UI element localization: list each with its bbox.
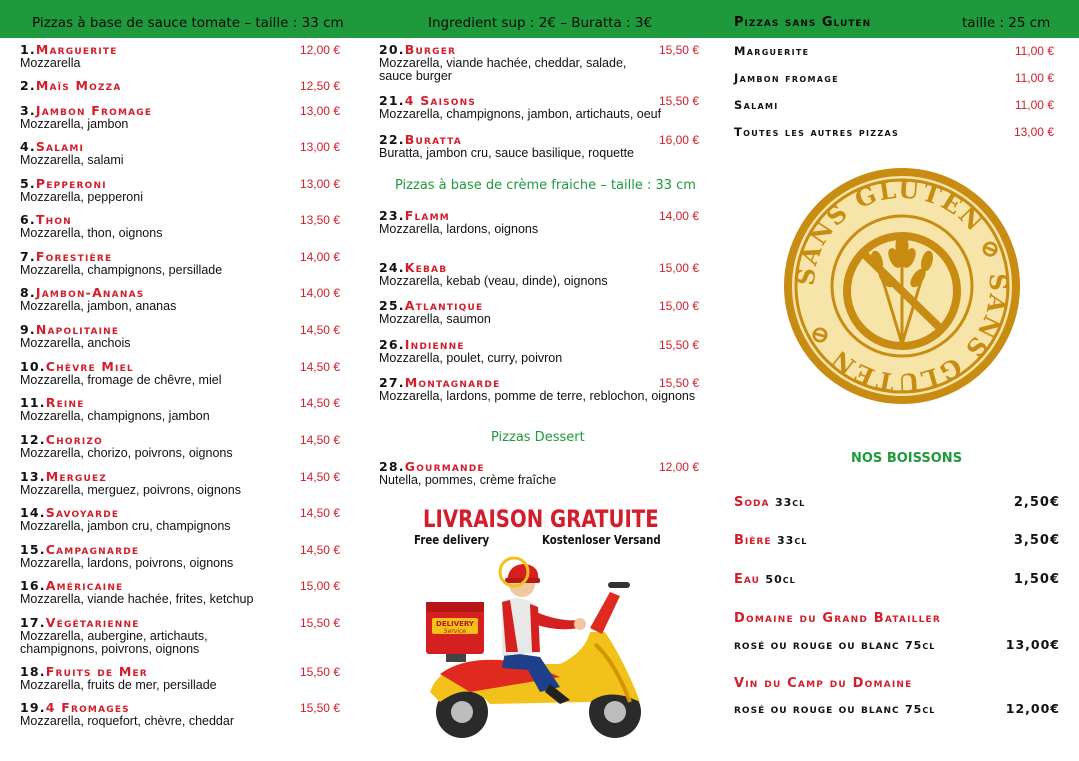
- drink-name: Soda: [734, 495, 770, 510]
- gluten-free-item: [734, 125, 1054, 139]
- item-price: 14,50 €: [299, 543, 340, 557]
- item-price: 12,50 €: [299, 79, 340, 93]
- item-desc: Mozzarella, lardons, poivrons, oignons: [20, 556, 234, 570]
- item-name: Flamm: [404, 208, 450, 223]
- item-price: 15,50 €: [299, 665, 340, 679]
- drink-name: Bière: [734, 533, 772, 548]
- wine-volume: 75cl: [905, 639, 936, 652]
- item-desc: Mozzarella, roquefort, chèvre, cheddar: [20, 714, 234, 728]
- drink-volume: 33cl: [777, 534, 808, 547]
- item-desc: Buratta, jambon cru, sauce basilique, roquette: [379, 146, 635, 160]
- item-number: 13.: [20, 469, 46, 484]
- sans-gluten-stamp: [782, 166, 1022, 406]
- item-name: Burger: [404, 42, 457, 57]
- item-name: Merguez: [45, 469, 108, 484]
- gf-item-name: Salami: [734, 98, 779, 112]
- item-name: Campagnarde: [45, 542, 140, 557]
- item-name: Américaine: [45, 578, 124, 593]
- item-name: Reine: [45, 395, 85, 410]
- item-price: 14,50 €: [299, 360, 340, 374]
- item-price: 15,50 €: [658, 43, 699, 57]
- section-title-dessert: Pizzas Dessert: [491, 430, 585, 445]
- item-price: 15,00 €: [658, 299, 699, 313]
- item-number: 5.: [20, 176, 36, 191]
- menu-item: [20, 103, 340, 131]
- item-number: 24.: [379, 260, 405, 275]
- menu-item: [20, 505, 340, 533]
- item-desc: Mozzarella, viande hachée, frites, ketchup: [20, 592, 254, 606]
- item-desc: Mozzarella, kebab (veau, dinde), oignons: [379, 274, 608, 288]
- item-price: 14,50 €: [299, 396, 340, 410]
- item-price: 14,00 €: [299, 286, 340, 300]
- wine-title: Domaine du Grand Batailler: [734, 611, 941, 626]
- box-label-service: Service: [443, 628, 467, 635]
- wine-price: 13,00€: [1005, 637, 1060, 652]
- free-delivery-title: LIVRAISON GRATUITE: [423, 505, 659, 533]
- menu-item: [20, 285, 340, 313]
- item-name: Kebab: [404, 260, 448, 275]
- item-desc: Mozzarella, salami: [20, 153, 124, 167]
- drink-row: [734, 533, 1060, 548]
- item-number: 4.: [20, 139, 36, 154]
- menu-item: [20, 615, 340, 656]
- item-name: Fruits de Mer: [45, 664, 148, 679]
- gluten-free-item: [734, 71, 1054, 85]
- menu-item: [20, 42, 340, 70]
- item-price: 15,00 €: [658, 261, 699, 275]
- menu-item: [20, 176, 340, 204]
- drink-row: [734, 572, 1060, 587]
- item-price: 15,50 €: [658, 94, 699, 108]
- item-number: 19.: [20, 700, 46, 715]
- item-name: Forestière: [35, 249, 113, 264]
- item-number: 3.: [20, 103, 36, 118]
- item-number: 12.: [20, 432, 46, 447]
- item-price: 14,00 €: [658, 209, 699, 223]
- drink-price: 3,50€: [1013, 533, 1060, 548]
- free-delivery-en: Free delivery: [414, 533, 490, 547]
- gf-item-price: 13,00 €: [1013, 125, 1054, 139]
- item-price: 15,50 €: [658, 338, 699, 352]
- item-price: 14,50 €: [299, 470, 340, 484]
- item-price: 14,50 €: [299, 506, 340, 520]
- item-price: 13,00 €: [299, 140, 340, 154]
- item-desc: Mozzarella, anchois: [20, 336, 131, 350]
- item-number: 16.: [20, 578, 46, 593]
- drink-name: Eau: [734, 572, 760, 587]
- header-gluten-title: Pizzas sans Gluten: [734, 15, 872, 30]
- menu-item: [20, 469, 340, 497]
- item-desc: Mozzarella, viande hachée, cheddar, salade, sauce burger: [379, 56, 627, 83]
- wine-row: [734, 701, 1060, 716]
- stamp-ring-text: SANS GLUTEN ⊘ SANS GLUTEN ⊘: [790, 174, 1014, 398]
- item-name: Chorizo: [45, 432, 103, 447]
- item-number: 27.: [379, 375, 405, 390]
- item-price: 14,50 €: [299, 433, 340, 447]
- menu-item: [20, 322, 340, 350]
- item-desc: Mozzarella, jambon, ananas: [20, 299, 177, 313]
- item-number: 23.: [379, 208, 405, 223]
- item-desc: Mozzarella, merguez, poivrons, oignons: [20, 483, 241, 497]
- item-price: 15,00 €: [299, 579, 340, 593]
- item-price: 13,00 €: [299, 177, 340, 191]
- header-gluten-size: taille : 25 cm: [962, 15, 1051, 31]
- menu-item: [20, 664, 340, 692]
- header-extras: Ingredient sup : 2€ – Buratta : 3€: [428, 15, 653, 31]
- wine-row: [734, 637, 1060, 652]
- item-price: 12,00 €: [658, 460, 699, 474]
- item-number: 25.: [379, 298, 405, 313]
- item-name: Thon: [35, 212, 72, 227]
- item-number: 26.: [379, 337, 405, 352]
- item-name: Buratta: [404, 132, 462, 147]
- item-desc: Nutella, pommes, crème fraîche: [379, 473, 557, 487]
- item-name: Chèvre Miel: [45, 359, 134, 374]
- item-desc: Mozzarella, fromage de chêvre, miel: [20, 373, 222, 387]
- item-price: 16,00 €: [658, 133, 699, 147]
- item-desc: Mozzarella, pepperoni: [20, 190, 143, 204]
- gluten-free-item: [734, 98, 1054, 112]
- item-desc: Mozzarella, champignons, jambon: [20, 409, 210, 423]
- item-desc: Mozzarella, thon, oignons: [20, 226, 163, 240]
- menu-item: [379, 93, 699, 121]
- wine-desc: rosé ou rouge ou blanc: [734, 701, 900, 716]
- menu-item: [20, 432, 340, 460]
- item-desc: Mozzarella, poulet, curry, poivron: [379, 351, 563, 365]
- menu-item: [379, 375, 699, 403]
- item-price: 12,00 €: [299, 43, 340, 57]
- item-number: 20.: [379, 42, 405, 57]
- item-name: Atlantique: [404, 298, 484, 313]
- item-number: 7.: [20, 249, 36, 264]
- item-number: 6.: [20, 212, 36, 227]
- menu-item: [379, 42, 699, 83]
- drink-volume: 50cl: [765, 573, 796, 586]
- item-name: Gourmande: [404, 459, 485, 474]
- item-desc: Mozzarella, saumon: [379, 312, 491, 326]
- item-number: 14.: [20, 505, 46, 520]
- item-desc: Mozzarella, champignons, persillade: [20, 263, 223, 277]
- menu-item: [20, 578, 340, 606]
- menu-item: [20, 395, 340, 423]
- item-number: 21.: [379, 93, 405, 108]
- drink-price: 1,50€: [1013, 572, 1060, 587]
- menu-item: [379, 208, 699, 236]
- gf-item-name: Jambon fromage: [734, 71, 839, 85]
- item-name: Maïs Mozza: [35, 78, 122, 93]
- item-number: 11.: [20, 395, 46, 410]
- item-price: 14,00 €: [299, 250, 340, 264]
- item-number: 10.: [20, 359, 46, 374]
- item-desc: Mozzarella, lardons, pomme de terre, reblochon, oignons: [379, 389, 696, 403]
- wine-price: 12,00€: [1005, 701, 1060, 716]
- item-number: 9.: [20, 322, 36, 337]
- menu-item: [379, 260, 699, 288]
- menu-item: [20, 139, 340, 167]
- item-desc: Mozzarella, champignons, jambon, artichauts, oeuf: [379, 107, 662, 121]
- item-desc: Mozzarella, lardons, oignons: [379, 222, 539, 236]
- item-name: Savoyarde: [45, 505, 120, 520]
- item-desc: Mozzarella: [20, 56, 81, 70]
- item-name: Végétarienne: [45, 615, 140, 630]
- item-price: 14,50 €: [299, 323, 340, 337]
- item-price: 15,50 €: [299, 616, 340, 630]
- gf-item-price: 11,00 €: [1014, 71, 1054, 85]
- item-name: Salami: [35, 139, 85, 154]
- item-name: Pepperoni: [35, 176, 107, 191]
- wine-desc: rosé ou rouge ou blanc: [734, 637, 900, 652]
- item-number: 17.: [20, 615, 46, 630]
- item-price: 15,50 €: [299, 701, 340, 715]
- item-number: 8.: [20, 285, 36, 300]
- menu-item: [379, 337, 699, 365]
- drinks-title: NOS BOISSONS: [851, 451, 963, 466]
- drink-volume: 33cl: [774, 496, 806, 509]
- drink-row: [734, 495, 1060, 510]
- menu-item: [20, 542, 340, 570]
- item-number: 28.: [379, 459, 405, 474]
- menu-item: [20, 212, 340, 240]
- gf-item-price: 11,00 €: [1014, 44, 1054, 58]
- wine-title: Vin du Camp du Domaine: [734, 676, 913, 691]
- item-name: Montagnarde: [404, 375, 501, 390]
- item-desc: Mozzarella, jambon: [20, 117, 129, 131]
- menu-item: [379, 459, 699, 487]
- drink-price: 2,50€: [1013, 495, 1060, 510]
- wine-volume: 75cl: [905, 703, 936, 716]
- item-price: 15,50 €: [658, 376, 699, 390]
- gf-item-name: Toutes les autres pizzas: [734, 125, 900, 139]
- item-number: 2.: [20, 78, 36, 93]
- item-price: 13,50 €: [299, 213, 340, 227]
- item-name: Jambon-Ananas: [35, 285, 145, 300]
- menu-item: [379, 298, 699, 326]
- item-name: 4 Saisons: [404, 93, 477, 108]
- item-name: Jambon Fromage: [35, 103, 153, 118]
- item-desc: Mozzarella, aubergine, artichauts, champignons, poivrons, oignons: [20, 629, 208, 656]
- free-delivery-de: Kostenloser Versand: [542, 533, 661, 547]
- menu-item: [20, 359, 340, 387]
- box-label-delivery: DELIVERY: [436, 620, 474, 628]
- item-price: 13,00 €: [299, 104, 340, 118]
- item-number: 22.: [379, 132, 405, 147]
- menu-item: [379, 132, 699, 160]
- item-number: 1.: [20, 42, 36, 57]
- item-name: Napolitaine: [35, 322, 120, 337]
- menu-item: [20, 700, 340, 728]
- item-number: 15.: [20, 542, 46, 557]
- gf-item-name: Marguerite: [734, 44, 810, 58]
- gluten-free-item: [734, 44, 1054, 58]
- item-desc: Mozzarella, chorizo, poivrons, oignons: [20, 446, 233, 460]
- item-name: 4 Fromages: [45, 700, 130, 715]
- item-desc: Mozzarella, jambon cru, champignons: [20, 519, 231, 533]
- item-desc: Mozzarella, fruits de mer, persillade: [20, 678, 217, 692]
- delivery-scooter-illustration: [410, 552, 655, 742]
- header-tomate-title: Pizzas à base de sauce tomate – taille : 33 cm: [32, 15, 344, 31]
- item-name: Marguerite: [35, 42, 118, 57]
- item-number: 18.: [20, 664, 46, 679]
- section-title-creme: Pizzas à base de crème fraiche – taille : 33 cm: [395, 178, 696, 193]
- gf-item-price: 11,00 €: [1014, 98, 1054, 112]
- menu-item: [20, 78, 340, 93]
- menu-item: [20, 249, 340, 277]
- item-name: Indienne: [404, 337, 465, 352]
